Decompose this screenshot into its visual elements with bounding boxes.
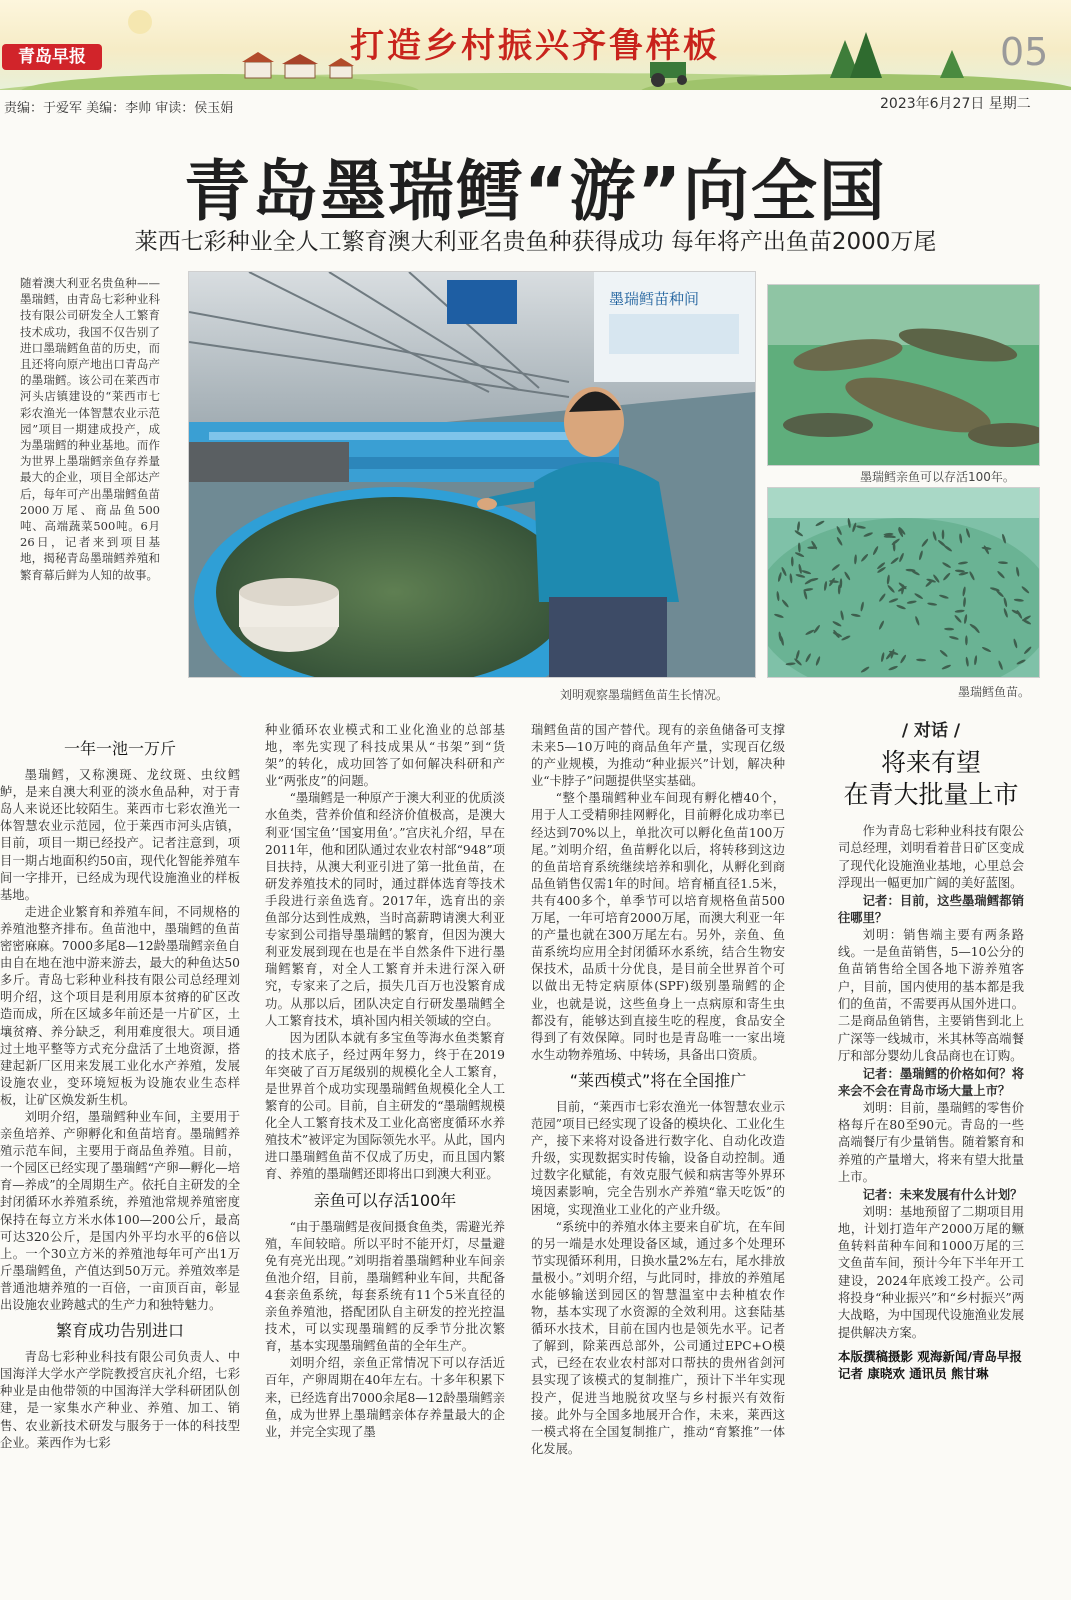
section-heading: 一年一池一万斤	[63, 739, 176, 758]
header-banner	[0, 0, 1071, 90]
paragraph: “系统中的养殖水体主要来自矿坑，在车间的另一端是水处理设备区域，通过多个处理环节实现循环利用，日换水量2%左右，尾水排放量极小。”刘明介绍，与此同时，排放的养殖尾水能够输送到园区的智慧温室中去种植农作物，基本实现了水资源的全效利用。这套陆基循环水技术，目前在国内也是领先水平。记者了解到，除莱西总部外，公司通过EPC+O模式，已经在农业农村部对口帮扶的贵州省剑河县实现了该模式的复制推广，预计下半年实现投产，促进当地脱贫攻坚与乡村振兴有效衔接。此外与全国多地展开合作，未来，莱西这一模式将在全国复制推广，推动“育繁推”一体化发展。	[531, 1219, 785, 1456]
interview-answer: 刘明：销售端主要有两条路线。一是鱼苗销售，5—10公分的鱼苗销售给全国各地下游养殖客户，目前，国内使用的基本都是我们的鱼苗，不需要再从国外进口。二是商品鱼销售，主要销售到北上广深等一线城市，米其林等高端餐厅和部分婴幼儿食品商也在订购。	[838, 927, 1024, 1063]
paragraph: 刘明介绍，墨瑞鳕种业车间，主要用于亲鱼培养、产卵孵化和鱼苗培育。墨瑞鳕养殖示范车间，主要用于商品鱼养殖。目前，一个园区已经实现了墨瑞鳕“产卵—孵化—培育—养成”的全周期生产。依托自主研发的全封闭循环水养殖系统，养殖池常规养殖密度保持在每立方米水体100—200公斤，最高可达320公斤，是国内外平均水平的6倍以上。一个30立方米的养殖池每年可产出1万斤墨瑞鳕鱼，产值达到50万元。养殖效率是普通池塘养殖的一百倍，一亩顶百亩，彰显出设施农业跨越式的生产力和独特魅力。	[0, 1109, 240, 1312]
paragraph: 种业循环农业模式和工业化渔业的总部基地，率先实现了科技成果从“书架”到“货架”的转化，成功回答了如何解决科研和产业“两张皮”的问题。	[265, 723, 505, 789]
section-heading: “莱西模式”将在全国推广	[569, 1070, 747, 1090]
headline: 青岛墨瑞鳕“游”向全国	[184, 153, 887, 230]
paragraph: 刘明介绍，亲鱼正常情况下可以存活近百年，产卵周期在40年左右。十多年积累下来，已经选育出7000余尾8—12龄墨瑞鳕亲鱼，成为世界上墨瑞鳕亲体存养量最大的企业，并完全实现了墨	[265, 1356, 505, 1439]
paragraph: 目前，“莱西市七彩农渔光一体智慧农业示范园”项目已经实现了设备的模块化、工业化生产，接下来将对设备进行数字化、自动化改造升级，实现数据实时传输，设备自动控制。通过数字化赋能，有效克服气候和病害等外界环境因素影响，完全告别水产养殖“靠天吃饭”的困境，实现渔业工业化的产业升级。	[531, 1099, 785, 1217]
byline: 本版撰稿摄影 观海新闻/青岛早报记者 康晓欢 通讯员 熊甘琳	[838, 1348, 1022, 1381]
article-column-1	[0, 732, 240, 1598]
paragraph: 走进企业繁育和养殖车间，不同规格的养殖池整齐排布。鱼苗池中，墨瑞鳕的鱼苗密密麻麻。7000多尾8—12龄墨瑞鳕亲鱼自由自在地在池中游来游去，最大的种鱼达50多斤。青岛七彩种业科技有限公司总经理刘明介绍，这个项目是利用原本贫瘠的矿区改造而成，所在区域多年前还是一片矿区，土壤贫瘠、养分缺乏，利用难度很大。项目通过土地平整等方式充分盘活了土地资源，搭建起新厂区用来发展工业化水产养殖，发展设施农业，变环境短板为设施农业生态样板，让矿区焕发新生机。	[0, 904, 240, 1107]
interview-answer: 刘明：基地预留了二期项目用地，计划打造年产2000万尾的鳜鱼转料苗种车间和1000万尾的三文鱼苗车间，预计今年下半年开工建设，2024年底竣工投产。公司将投身“种业振兴”和“乡村振兴”两大战略，为中国现代设施渔业发展提供解决方案。	[838, 1204, 1024, 1340]
paragraph: 墨瑞鳕，又称澳斑、龙纹斑、虫纹鳕鲈，是来自澳大利亚的淡水鱼品种，对于青岛人来说还比较陌生。莱西市七彩农渔光一体智慧农业示范园，位于莱西市河头店镇，目前，项目一期已经投产。记者注意到，项目一期占地面积约50亩，现代化智能养殖车间一字排开，已经成为现代设施渔业的样板基地。	[0, 768, 240, 902]
photo-sign-text: 墨瑞鳕苗种间	[609, 290, 700, 308]
subheadline: 莱西七彩种业全人工繁育澳大利亚名贵鱼种获得成功 每年将产出鱼苗2000万尾	[134, 229, 937, 255]
lead-paragraph: 随着澳大利亚名贵鱼种——墨瑞鳕，由青岛七彩种业科技有限公司研发全人工繁育技术成功，我国不仅告别了进口墨瑞鳕鱼苗的历史，而且还将向原产地出口青岛产的墨瑞鳕。该公司在莱西市河头店镇建设的“莱西市七彩农渔光一体智慧农业示范园”项目一期建成投产，成为墨瑞鳕的种业基地。而作为世界上墨瑞鳕亲鱼存养量最大的企业，项目全部达产后，每年可产出墨瑞鳕鱼苗2000万尾、商品鱼500吨、高端蔬菜500吨。6月26日，记者来到项目基地，揭秘青岛墨瑞鳕养殖和繁育幕后鲜为人知的故事。	[20, 276, 160, 582]
section-heading: 亲鱼可以存活100年	[313, 1190, 457, 1210]
interview-question: 记者：未来发展有什么计划？	[862, 1187, 1023, 1203]
broodstock-caption: 墨瑞鳕亲鱼可以存活100年。	[860, 470, 1015, 484]
paragraph: 因为团队本就有多宝鱼等海水鱼类繁育的技术底子，经过两年努力，终于在2019年突破了百万尾级别的规模化全人工繁育，是世界首个成功实现墨瑞鳕鱼规模化全人工繁育的公司。目前，自主研发的“墨瑞鳕规模化全人工繁育技术及工业化高密度循环水养殖技术”被评定为国际领先水平。从此，国内进口墨瑞鳕鱼苗不仅成了历史，而且国内繁育、养殖的墨瑞鳕还即将出口到澳大利亚。	[265, 1030, 505, 1182]
sidebar-tag: / 对话 /	[901, 721, 961, 741]
paragraph: “墨瑞鳕是一种原产于澳大利亚的优质淡水鱼类，营养价值和经济价值极高，是澳大利亚‘国宝鱼’‘国宴用鱼’。”宫庆礼介绍，早在2011年，他和团队通过农业农村部“948”项目扶持，从澳大利亚引进了第一批鱼苗，在研发养殖技术的同时，通过群体选育等技术手段进行亲鱼选育。2017年，选育出的亲鱼部分达到性成熟，当时高薪聘请澳大利亚专家到公司指导墨瑞鳕的繁育，但因为澳大利亚发展到现在也是在半自然条件下进行墨瑞鳕繁育，对全人工繁育并未进行深入研究，专家来了之后，损失几百万也没繁育成功。从那以后，团队决定自行研发墨瑞鳕全人工繁育技术，填补国内相关领域的空白。	[265, 791, 505, 1028]
sidebar-title-line-2: 在青大批量上市	[843, 780, 1019, 809]
paragraph: “由于墨瑞鳕是夜间摄食鱼类，需避光养殖，车间较暗。所以平时不能开灯，尽量避免有亮光出现。”刘明指着墨瑞鳕种业车间亲鱼池介绍，目前，墨瑞鳕种业车间，共配备4套亲鱼系统，每套系统有11个5米直径的亲鱼养殖池，搭配团队自主研发的控光控温技术，可以实现墨瑞鳕的反季节分批次繁育，基本实现墨瑞鳕鱼苗的全年生产。	[265, 1219, 505, 1354]
issue-date: 2023年6月27日 星期二	[880, 96, 1031, 112]
fry-caption: 墨瑞鳕鱼苗。	[958, 685, 1031, 699]
interview-question: 记者：目前，这些墨瑞鳕都销往哪里？	[838, 893, 1024, 926]
interview-answer: 刘明：目前，墨瑞鳕的零售价格每斤在80至90元。青岛的一些高端餐厅有少量销售。随着繁育和养殖的产量增大，将来有望大批量上市。	[838, 1100, 1024, 1184]
sidebar-intro: 作为青岛七彩种业科技有限公司总经理，刘明看着昔日矿区变成了现代化设施渔业基地，心里总会浮现出一幅更加广阔的美好蓝图。	[838, 824, 1024, 890]
page-number: 05	[1000, 30, 1049, 74]
broodstock-photo	[767, 284, 1040, 466]
paragraph: “整个墨瑞鳕种业车间现有孵化槽40个，用于人工受精卵挂网孵化，目前孵化成功率已经达到70%以上，单批次可以孵化鱼苗100万尾。”刘明介绍，鱼苗孵化以后，将转移到这边的鱼苗培育系统继续培养和驯化，从孵化到商品鱼销售仅需1年的时间。培育桶直径1.5米，共有400多个，单季节可以培育规格鱼苗500万尾，一年可培育2000万尾，而澳大利亚一年的产量也就在300万尾左右。另外，亲鱼、鱼苗系统均应用全封闭循环水系统，结合生物安保技术，品质十分优良，是目前全世界首个可以做出无特定病原体(SPF)级别墨瑞鳕的企业，也就是说，这些鱼身上一点病原和寄生虫都没有，能够达到直接生吃的程度，食品安全得到了有效保障。同时也是青岛唯一一家出境水生动物养殖场、中转场，具备出口资质。	[531, 791, 785, 1062]
article-column-2	[265, 722, 505, 1598]
fry-photo	[767, 487, 1040, 678]
sidebar-title-line-1: 将来有望	[880, 748, 981, 777]
main-photo-caption: 刘明观察墨瑞鳕鱼苗生长情况。	[560, 688, 729, 702]
section-heading: 繁育成功告别进口	[55, 1321, 184, 1341]
sidebar-title	[838, 747, 1024, 811]
paragraph: 青岛七彩种业科技有限公司负责人、中国海洋大学水产学院教授宫庆礼介绍，七彩种业是由他带领的中国海洋大学科研团队创建，是一家集水产种业、养殖、加工、销售、农业新技术研发与服务于一体的科技型企业。莱西作为七彩	[0, 1350, 240, 1450]
article-column-3	[531, 722, 785, 1598]
editor-credits: 责编：于爱军 美编：李帅 审读：侯玉娟	[4, 101, 234, 116]
main-photo	[188, 271, 756, 678]
interview-question: 记者：墨瑞鳕的价格如何？将来会不会在青岛市场大量上市？	[838, 1066, 1024, 1099]
newspaper-logo: 青岛早报	[2, 44, 102, 70]
interview-sidebar	[838, 716, 1024, 1598]
banner-title: 打造乡村振兴齐鲁样板	[350, 26, 720, 66]
paragraph: 瑞鳕鱼苗的国产替代。现有的亲鱼储备可支撑未来5—10万吨的商品鱼年产量，实现百亿级的产业规模，为推动“种业振兴”计划，解决种业“卡脖子”问题提供坚实基础。	[531, 723, 785, 789]
